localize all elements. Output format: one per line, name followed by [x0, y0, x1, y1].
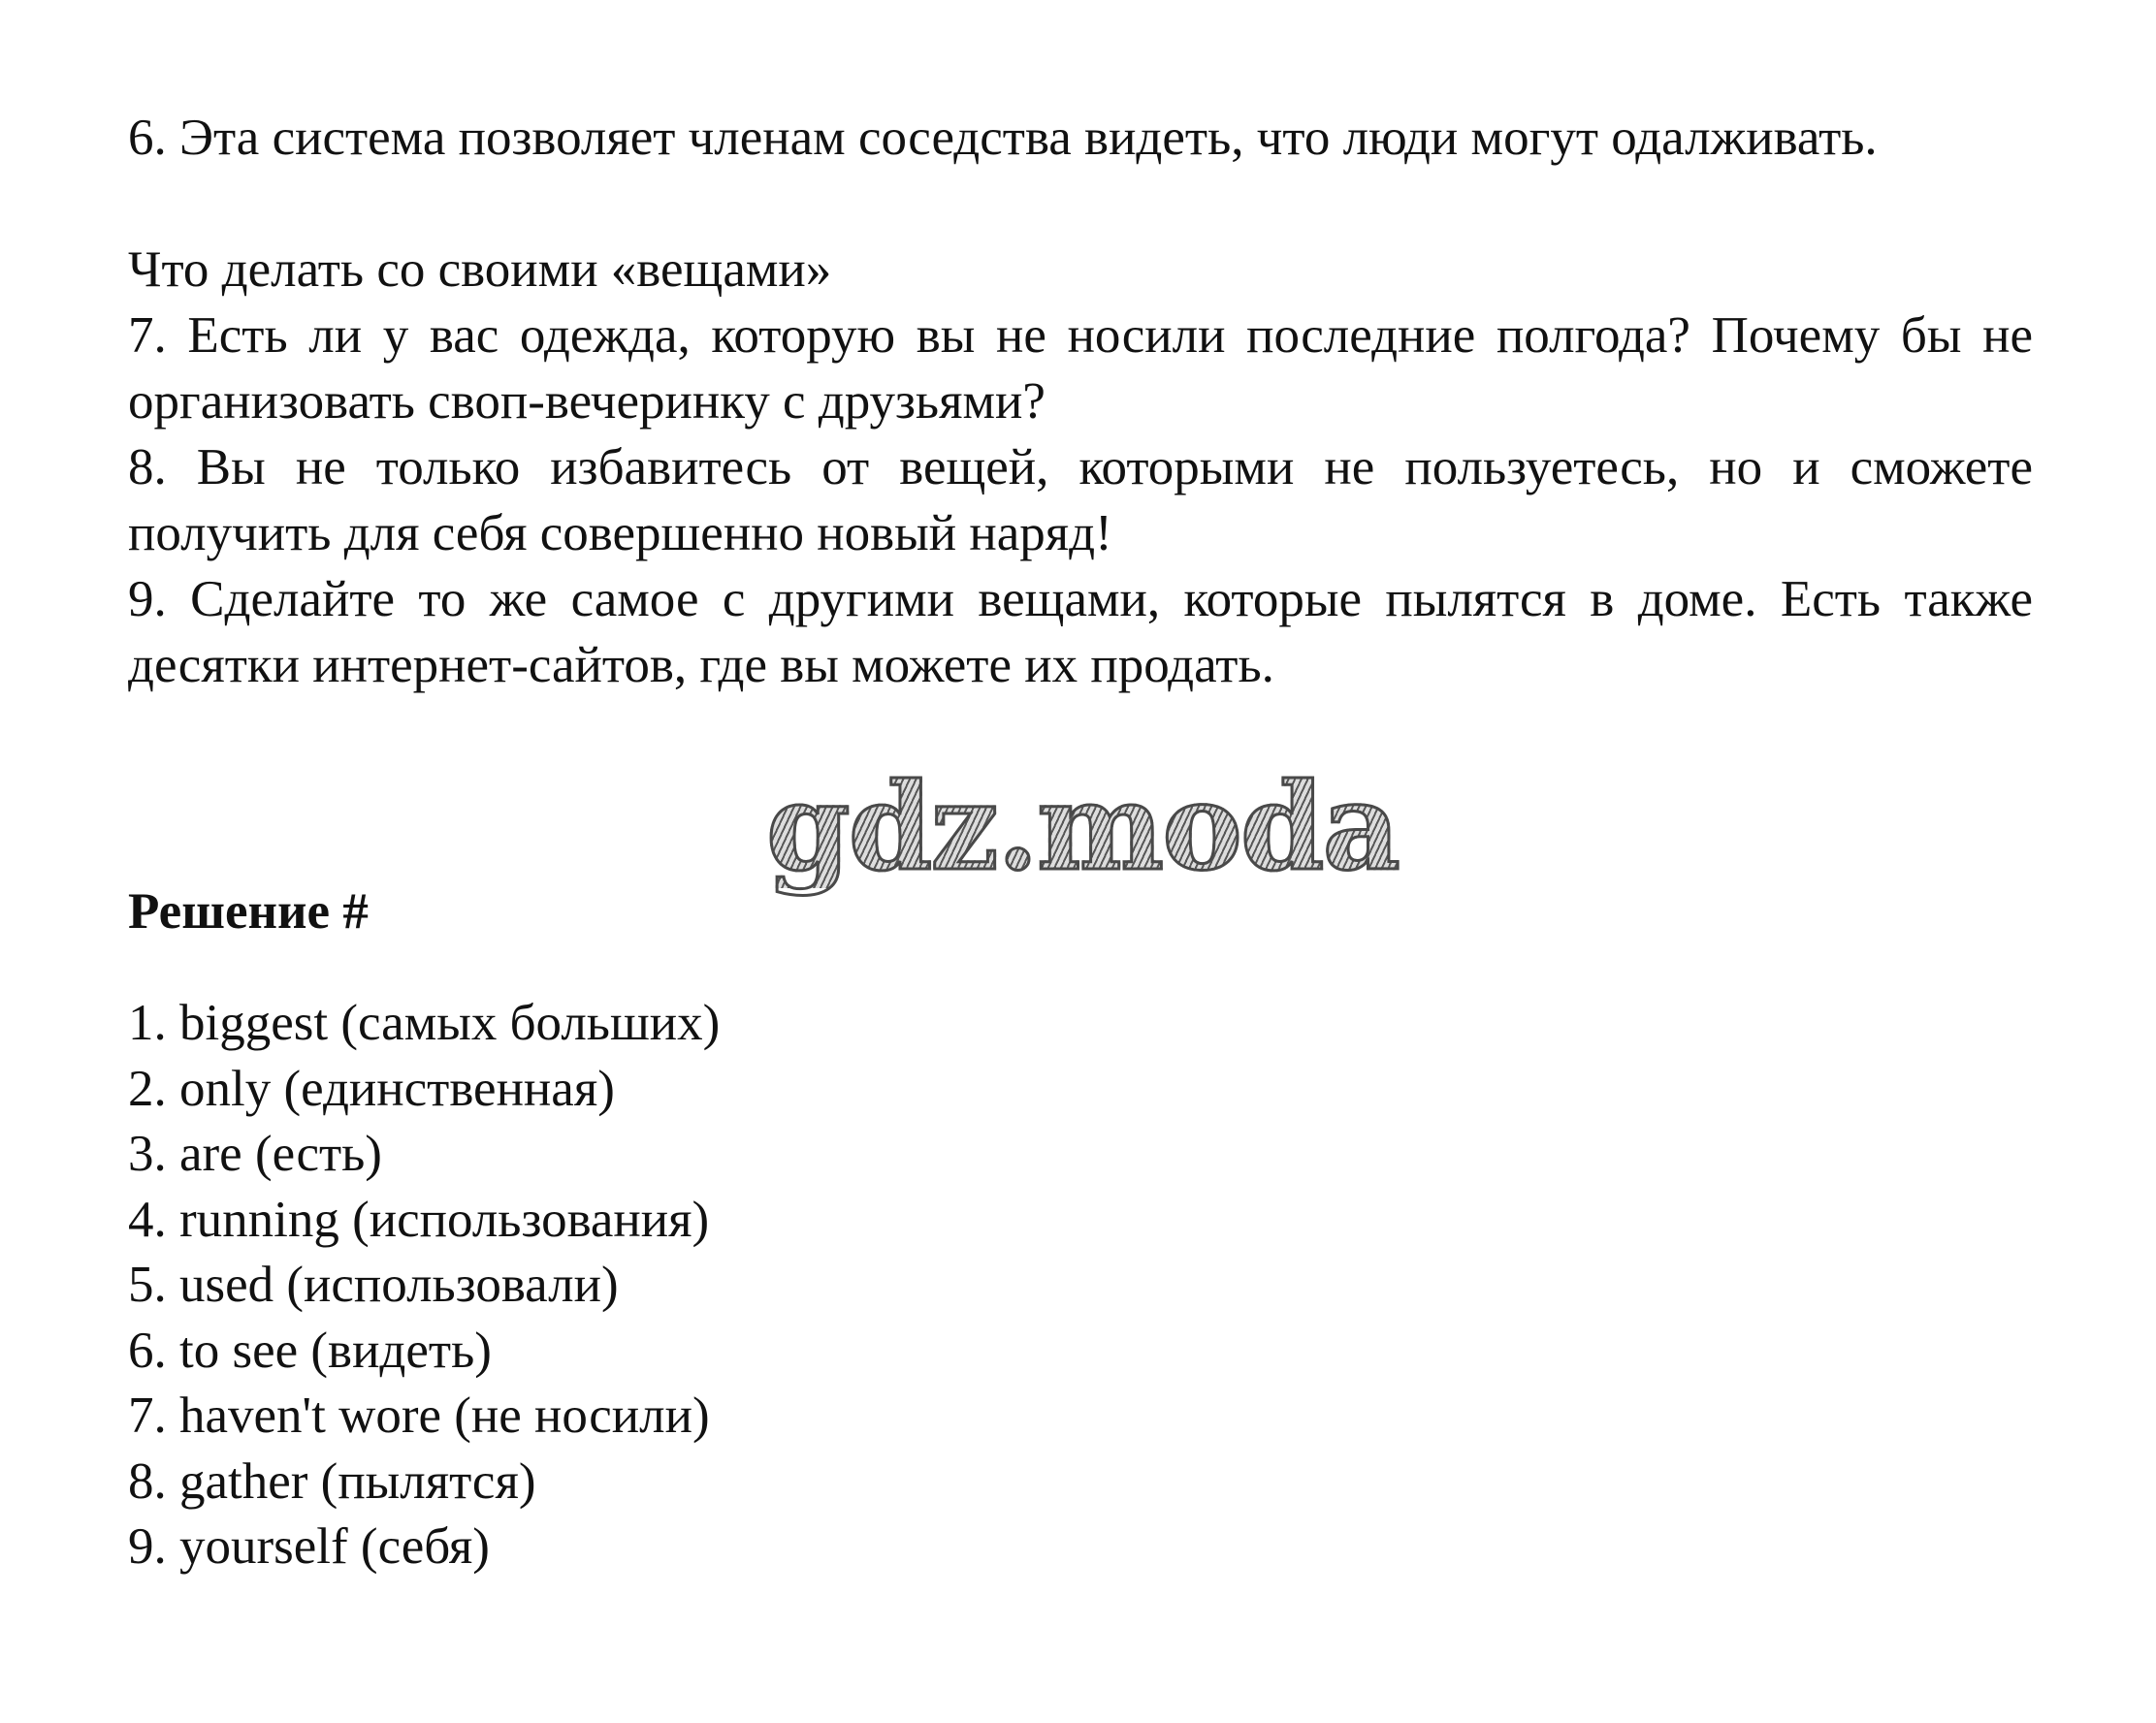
- answer-item: 3. are (есть): [128, 1126, 382, 1182]
- item-6: 6. Эта система позволяет членам соседства видеть, что люди могут одалживать.: [128, 110, 1878, 166]
- solution-heading: Решение #: [128, 883, 369, 940]
- watermark-logo: gdz.moda: [766, 757, 1399, 898]
- item-7: 7. Есть ли у вас одежда, которую вы не носили последние полгода? Почему бы не организовать своп-вечеринку с друзьями?: [128, 307, 2033, 430]
- answer-item: 2. only (единственная): [128, 1060, 615, 1117]
- answer-item: 4. running (использования): [128, 1191, 710, 1248]
- item-8: 8. Вы не только избавитесь от вещей, которыми не пользуетесь, но и сможете получить для себя совершенно новый наряд!: [128, 439, 2033, 561]
- answer-item: 7. haven't wore (не носили): [128, 1388, 710, 1444]
- answer-item: 9. yourself (себя): [128, 1518, 490, 1575]
- answer-item: 5. used (использовали): [128, 1257, 619, 1313]
- answers-list: [128, 991, 720, 1580]
- paragraph-gap: [128, 171, 2033, 237]
- section-title: Что делать со своими «вещами»: [128, 241, 832, 298]
- answer-item: 1. biggest (самых больших): [128, 995, 721, 1051]
- item-9: 9. Сделайте то же самое с другими вещами, которые пылятся в доме. Есть также десятки интернет-сайтов, где вы можете их продать.: [128, 571, 2033, 693]
- exercise-text: [128, 105, 2033, 698]
- answer-item: 6. to see (видеть): [128, 1322, 492, 1379]
- answer-item: 8. gather (пылятся): [128, 1452, 536, 1510]
